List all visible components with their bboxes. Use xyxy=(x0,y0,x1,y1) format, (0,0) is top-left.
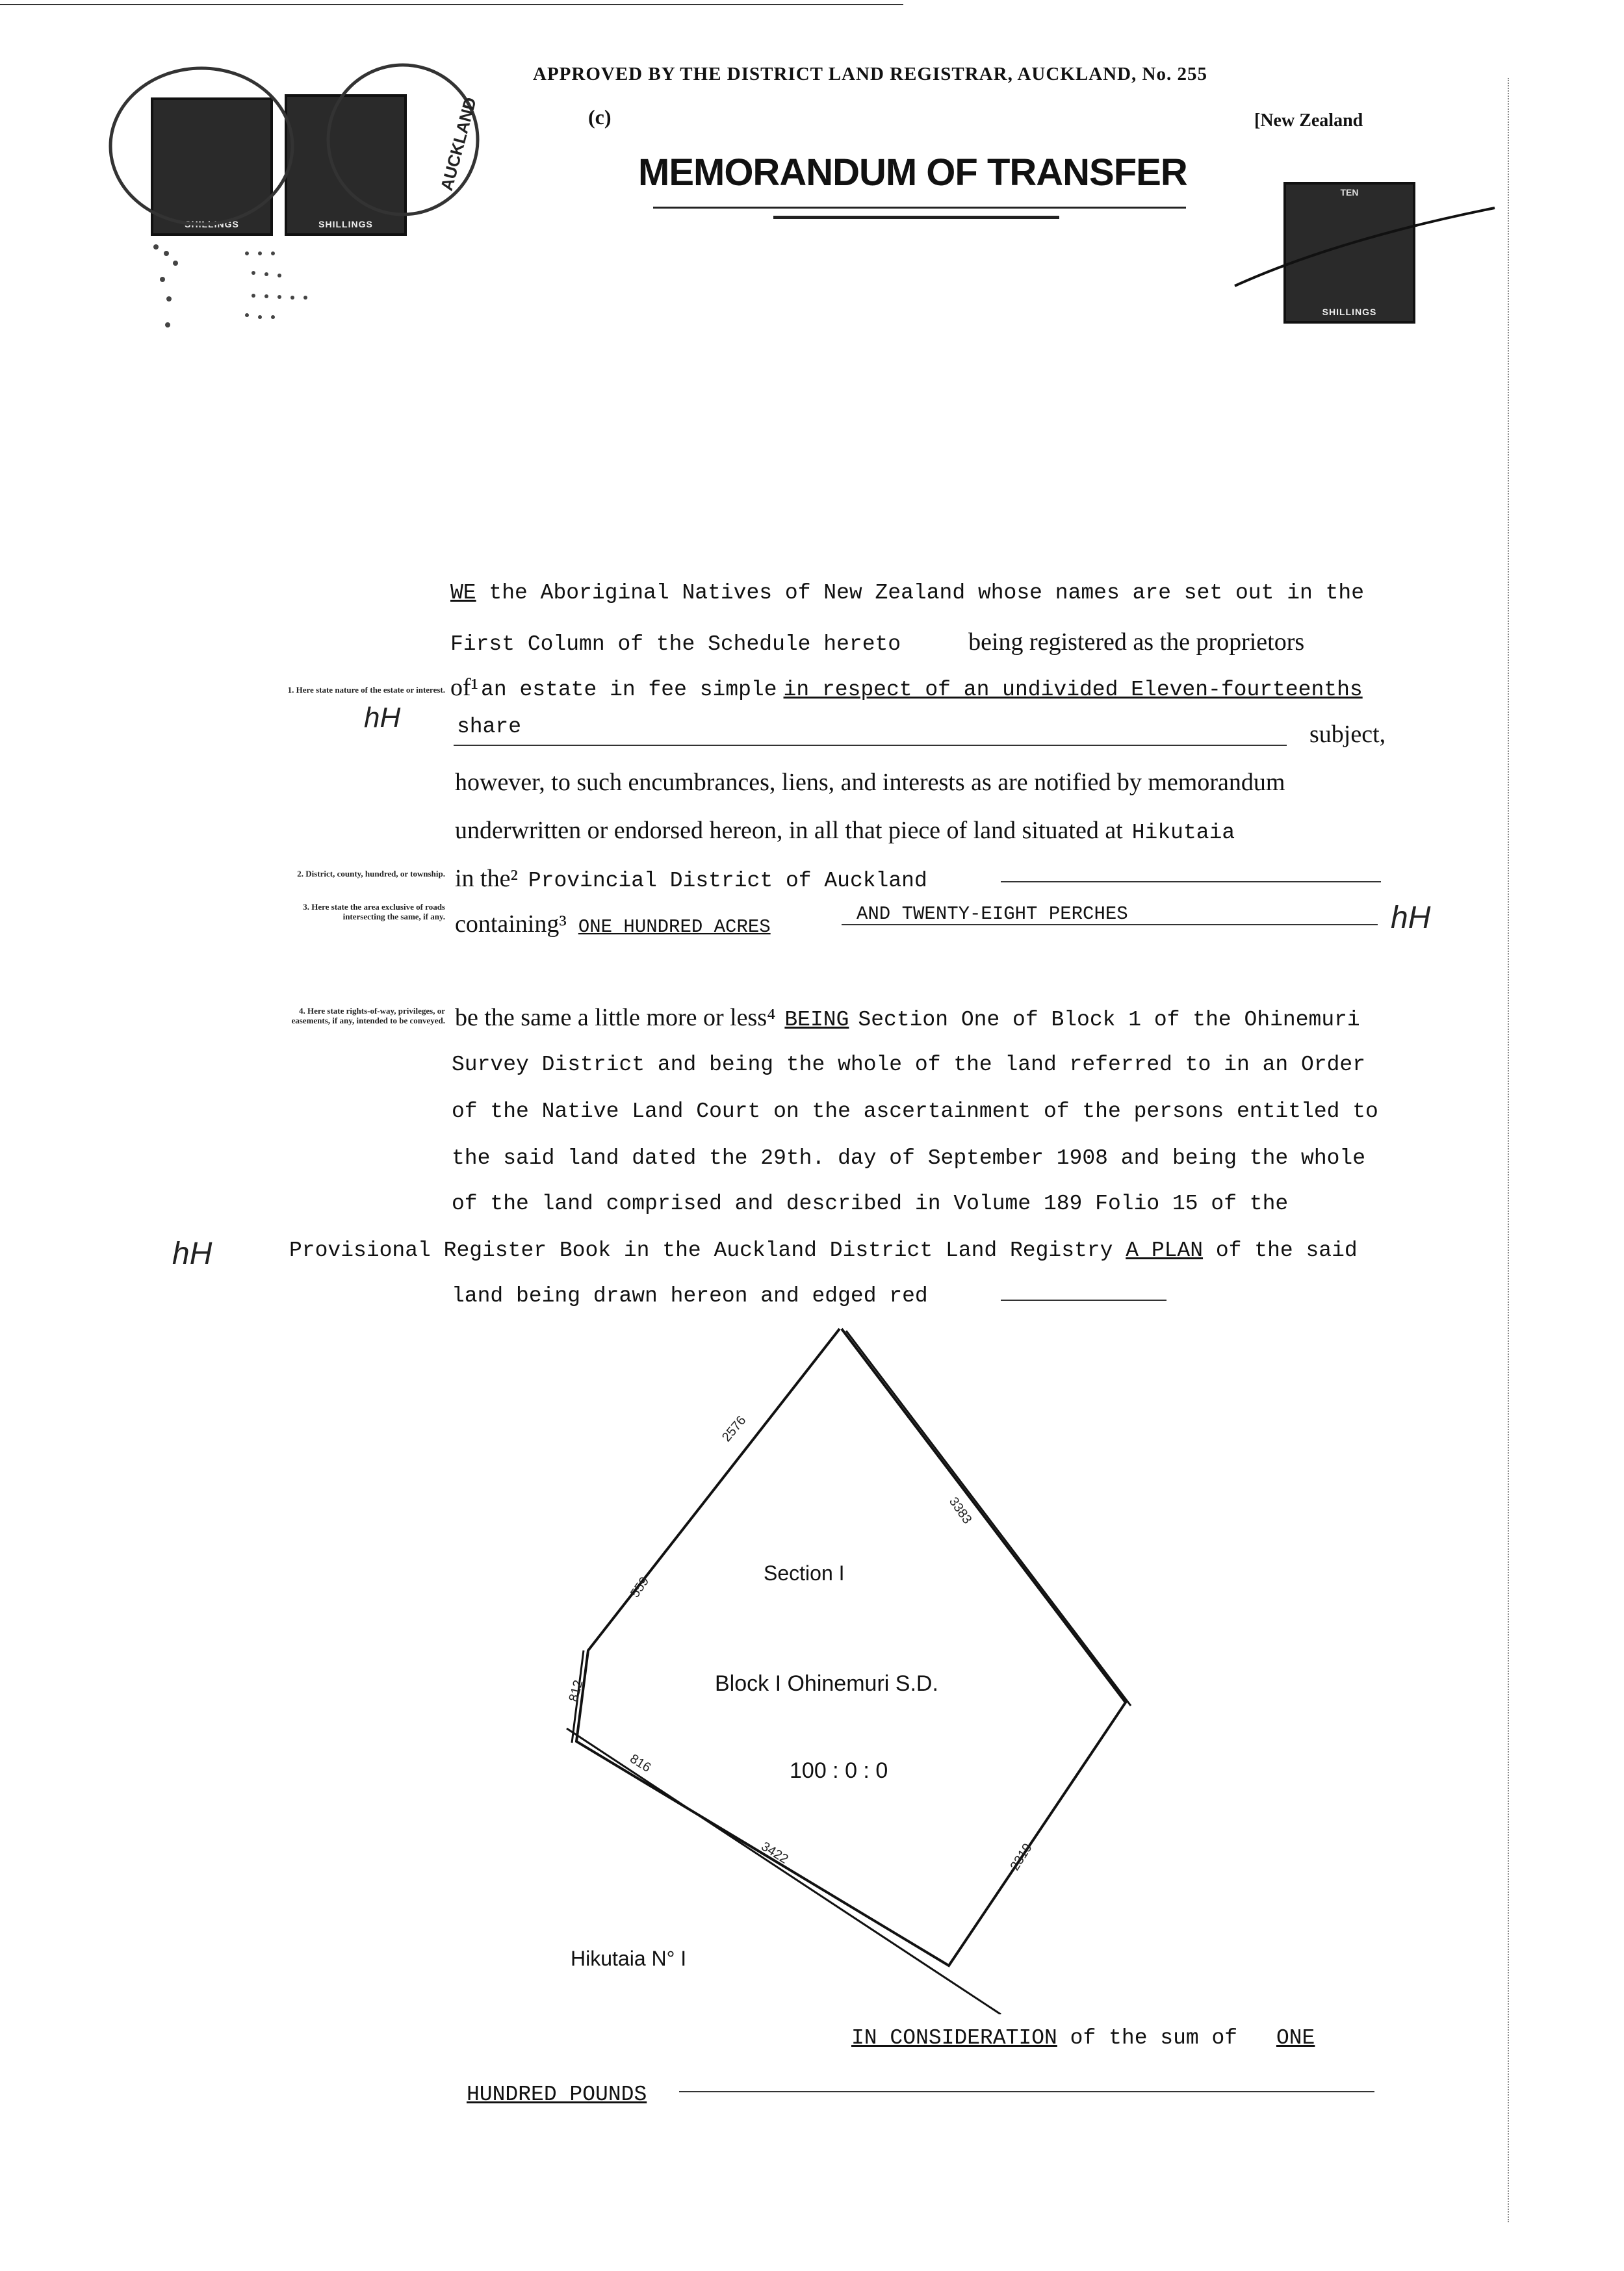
plan-neighbour-label: Hikutaia N° I xyxy=(571,1947,687,1970)
edge-label-short: 812 xyxy=(566,1678,586,1704)
line-9-text: be the same a little more or less⁴ xyxy=(455,1004,776,1031)
line-5: however, to such encumbrances, liens, and interests as are notified by memorandum xyxy=(455,769,1285,796)
line-4-subject: subject, xyxy=(1309,721,1386,748)
title-rule-1 xyxy=(653,207,1186,209)
document-title: MEMORANDUM OF TRANSFER xyxy=(638,151,1187,194)
plan-block-label: Block I Ohinemuri S.D. xyxy=(715,1671,938,1696)
line-15: land being drawn hereon and edged red xyxy=(452,1284,928,1308)
initials-3: hH xyxy=(172,1237,213,1271)
line-7-rule xyxy=(1001,881,1381,882)
line-14-plan: A PLAN xyxy=(1126,1238,1204,1263)
margin-note-1: 1. Here state nature of the estate or interest. xyxy=(287,685,445,695)
edge-label-left: 559 xyxy=(628,1574,652,1600)
line-9-being: BEING xyxy=(784,1008,849,1032)
line-11: of the Native Land Court on the ascertainment of the persons entitled to xyxy=(452,1099,1378,1123)
edge-label-top-right: 3383 xyxy=(946,1495,975,1527)
line-14 xyxy=(289,1238,1358,1263)
line-10: Survey District and being the whole of the land referred to in an Order xyxy=(452,1053,1366,1077)
land-plan xyxy=(533,1313,1183,2014)
line-1-text: the Aboriginal Natives of New Zealand whose names are set out in the xyxy=(489,581,1365,605)
line-6-text: underwritten or endorsed hereon, in all that piece of land situated at xyxy=(455,817,1123,844)
line-13: of the land comprised and described in Volume 189 Folio 15 of the xyxy=(452,1192,1289,1216)
line-4-rule xyxy=(454,745,1287,746)
edge-label-top-left: 2576 xyxy=(719,1413,749,1445)
revenue-stamp-left-1: SHILLINGS xyxy=(151,97,273,236)
consideration-rule xyxy=(679,2091,1374,2092)
margin-note-2: 2. District, county, hundred, or township. xyxy=(297,869,445,879)
page-top-rule xyxy=(0,4,903,5)
postmark-circle xyxy=(97,62,481,250)
line-6-place: Hikutaia xyxy=(1131,821,1235,845)
line-2-typed: First Column of the Schedule hereto xyxy=(450,632,901,656)
line-7 xyxy=(455,864,927,893)
edge-label-bottom-left: 816 xyxy=(627,1751,654,1775)
line-3-share: in respect of an undivided Eleven-fourteenths xyxy=(783,678,1363,702)
line-2 xyxy=(450,628,1304,656)
line-8-area-2: AND TWENTY-EIGHT PERCHES xyxy=(857,903,1128,925)
consideration-label: IN CONSIDERATION xyxy=(851,2026,1057,2050)
line-9 xyxy=(455,1003,1360,1032)
margin-note-4: 4. Here state rights-of-way, privileges, or easements, if any, intended to be conveyed. xyxy=(291,1006,445,1025)
form-code: (c) xyxy=(588,105,612,129)
line-3-prefix: of¹ xyxy=(450,674,479,701)
line-7-text: in the² xyxy=(455,865,518,892)
line-1 xyxy=(450,581,1364,605)
revenue-stamp-ten-shillings: TEN SHILLINGS xyxy=(1283,182,1415,324)
line-7-district: Provincial District of Auckland xyxy=(528,869,927,893)
edge-label-bottom-mid: 3422 xyxy=(758,1839,791,1867)
revenue-stamp-left-2: SHILLINGS xyxy=(285,94,407,236)
line-8-area: ONE HUNDRED ACRES xyxy=(578,916,771,938)
we-word: WE xyxy=(450,581,476,605)
country-label: [New Zealand xyxy=(1254,110,1363,131)
perforations xyxy=(143,234,338,364)
line-8-rule xyxy=(842,924,1378,925)
plan-section-label: Section I xyxy=(764,1561,845,1585)
line-6 xyxy=(455,816,1235,845)
line-4-share: share xyxy=(457,715,522,739)
edge-label-right: 2319 xyxy=(1007,1841,1035,1873)
line-8 xyxy=(455,910,771,938)
margin-note-3: 3. Here state the area exclusive of roads intersecting the same, if any. xyxy=(303,902,445,921)
consideration-sum-1: ONE xyxy=(1276,2026,1315,2050)
approval-line: APPROVED BY THE DISTRICT LAND REGISTRAR, AUCKLAND, No. 255 xyxy=(533,64,1207,84)
stamp-cancel-stroke xyxy=(1228,195,1501,292)
initials-2: hH xyxy=(1391,901,1431,935)
right-edge-mark xyxy=(1508,78,1509,2222)
line-14-text: Provisional Register Book in the Auckland District Land Registry xyxy=(289,1238,1113,1263)
line-3-estate: an estate in fee simple xyxy=(481,678,777,702)
initials-1: hH xyxy=(364,702,401,734)
svg-text:AUCKLAND: AUCKLAND xyxy=(436,95,480,193)
line-12: the said land dated the 29th. day of September 1908 and being the whole xyxy=(452,1146,1366,1170)
line-9-section: Section One of Block 1 of the Ohinemuri xyxy=(858,1008,1360,1032)
title-rule-2 xyxy=(773,216,1059,219)
line-3 xyxy=(450,673,1363,702)
consideration-sum-2: HUNDRED POUNDS xyxy=(467,2083,647,2107)
consideration-text: of the sum of xyxy=(1070,2026,1238,2050)
line-14-end: of the said xyxy=(1215,1238,1358,1263)
line-2-printed: being registered as the proprietors xyxy=(968,628,1305,656)
line-8-text: containing³ xyxy=(455,910,567,938)
plan-area-label: 100 : 0 : 0 xyxy=(790,1758,888,1783)
line-15-rule xyxy=(1001,1300,1166,1301)
consideration-line xyxy=(851,2026,1315,2050)
